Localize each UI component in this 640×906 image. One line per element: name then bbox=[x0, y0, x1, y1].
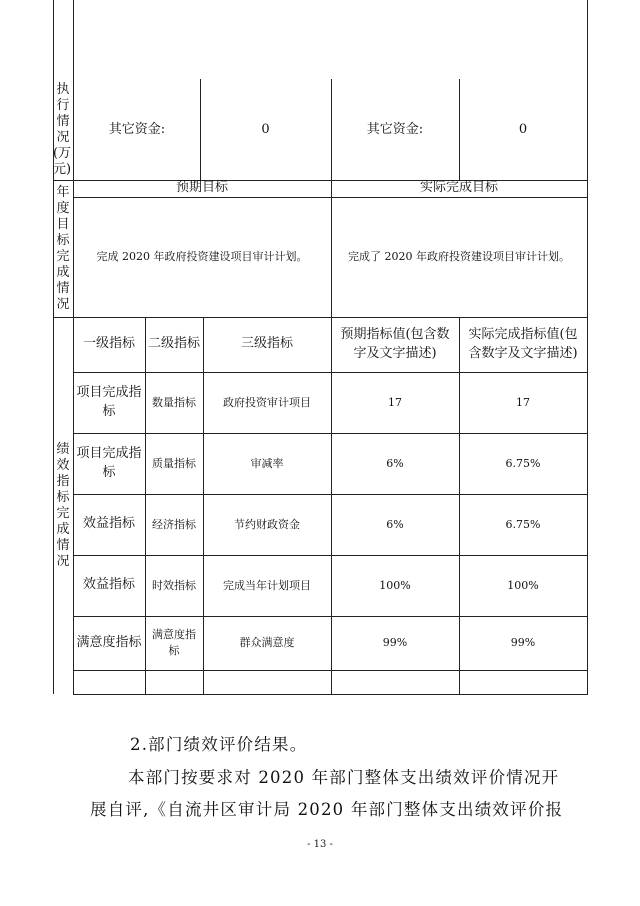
row1-level3: 政府投资审计项目 bbox=[223, 395, 311, 409]
execution-label-char: 元) bbox=[52, 161, 72, 177]
row4-level2: 时效指标 bbox=[152, 578, 196, 592]
body-line-2: 展自评,《自流井区审计局 2020 年部门整体支出绩效评价报 bbox=[90, 800, 564, 819]
row1-actual: 17 bbox=[516, 395, 530, 409]
performance-label-char: 情 bbox=[56, 537, 70, 553]
performance-label-char: 成 bbox=[56, 521, 70, 537]
annual-label-char: 目 bbox=[56, 216, 70, 232]
row1-level2: 数量指标 bbox=[152, 395, 196, 409]
row3-actual: 6.75% bbox=[505, 517, 541, 531]
expected-target-header: 预期目标 bbox=[175, 180, 228, 196]
annual-label-char: 标 bbox=[56, 232, 70, 248]
execution-label-char: (万 bbox=[52, 145, 72, 161]
row3-level2: 经济指标 bbox=[152, 517, 196, 531]
other-funds-label-2: 其它资金: bbox=[366, 121, 424, 137]
row2-level2: 质量指标 bbox=[152, 456, 196, 470]
other-funds-label-1: 其它资金: bbox=[108, 121, 166, 137]
body-line-1: 本部门按要求对 2020 年部门整体支出绩效评价情况开 bbox=[128, 768, 560, 787]
row4-level1: 效益指标 bbox=[82, 577, 135, 593]
performance-label-char: 标 bbox=[56, 489, 70, 505]
execution-label-char: 况 bbox=[56, 129, 70, 145]
performance-label-char: 完 bbox=[56, 505, 70, 521]
page-number: - 13 - bbox=[307, 839, 333, 850]
row1-level1: 项目完成指标 bbox=[76, 384, 142, 419]
execution-label-char: 行 bbox=[56, 97, 70, 113]
annual-label-char: 况 bbox=[56, 296, 70, 312]
actual-target-header: 实际完成目标 bbox=[419, 180, 498, 196]
other-funds-value-2: 0 bbox=[518, 121, 528, 137]
execution-label bbox=[53, 79, 73, 180]
actual-target-text: 完成了 2020 年政府投资建设项目审计计划。 bbox=[348, 250, 570, 264]
row3-expected: 6% bbox=[386, 517, 404, 531]
performance-label-char: 绩 bbox=[56, 441, 70, 457]
performance-label-char: 指 bbox=[56, 473, 70, 489]
row5-level3: 群众满意度 bbox=[239, 636, 295, 650]
header-level3: 三级指标 bbox=[240, 336, 293, 352]
other-funds-value-1: 0 bbox=[261, 121, 270, 137]
header-level1: 一级指标 bbox=[82, 336, 135, 352]
performance-label-char: 效 bbox=[56, 457, 70, 473]
row2-expected: 6% bbox=[386, 456, 404, 470]
row2-actual: 6.75% bbox=[505, 456, 541, 470]
row5-level2: 满意度指标 bbox=[152, 628, 196, 657]
row3-level3: 节约财政资金 bbox=[234, 517, 300, 531]
row5-expected: 99% bbox=[382, 636, 408, 650]
performance-label bbox=[53, 317, 73, 694]
row4-expected: 100% bbox=[379, 578, 411, 592]
row4-actual: 100% bbox=[507, 578, 539, 592]
row5-actual: 99% bbox=[510, 636, 536, 650]
row1-expected: 17 bbox=[388, 395, 402, 409]
header-expected-value: 预期指标值(包含数字及文字描述) bbox=[340, 326, 450, 361]
row4-level3: 完成当年计划项目 bbox=[223, 578, 311, 592]
row2-level3: 审减率 bbox=[250, 456, 284, 470]
header-actual-value: 实际完成指标值(包含数字及文字描述) bbox=[468, 326, 578, 361]
annual-label-char: 年 bbox=[56, 184, 70, 200]
row5-level1: 满意度指标 bbox=[76, 634, 142, 650]
annual-label-char: 成 bbox=[56, 264, 70, 280]
annual-label-char: 完 bbox=[56, 248, 70, 264]
row3-level1: 效益指标 bbox=[82, 516, 135, 532]
annual-label-char: 情 bbox=[56, 280, 70, 296]
execution-label-char: 情 bbox=[56, 113, 70, 129]
expected-target-text: 完成 2020 年政府投资建设项目审计计划。 bbox=[96, 250, 308, 264]
section-heading: 2.部门绩效评价结果。 bbox=[130, 735, 308, 754]
execution-label-char: 执 bbox=[56, 81, 70, 97]
header-level2: 二级指标 bbox=[147, 336, 200, 352]
annual-label-char: 度 bbox=[56, 200, 70, 216]
performance-label-char: 况 bbox=[56, 553, 70, 569]
row2-level1: 项目完成指标 bbox=[76, 445, 142, 480]
annual-target-label bbox=[53, 180, 73, 317]
